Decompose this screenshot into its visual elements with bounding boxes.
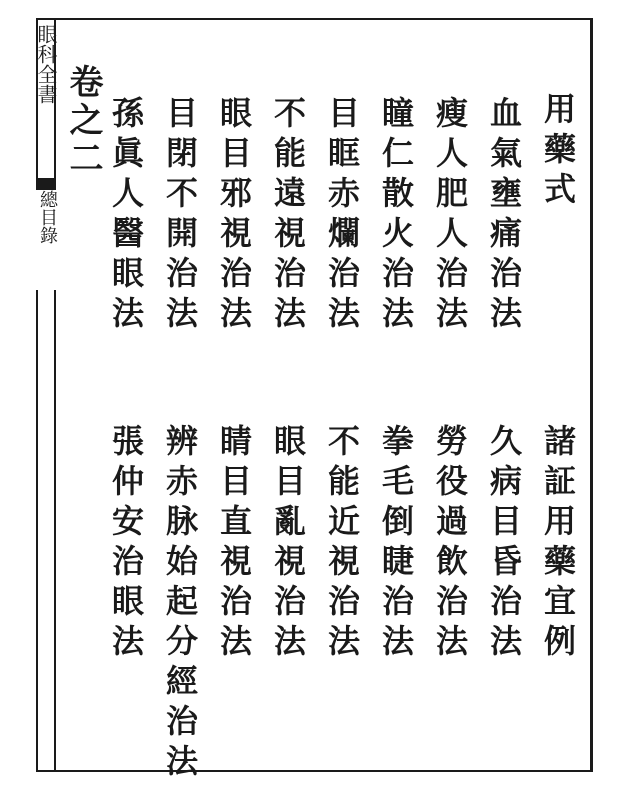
toc-entry: 張仲安治眼法 <box>107 424 145 664</box>
frame-left-outer-rule <box>36 18 38 772</box>
margin-book-title: 眼科全書 <box>34 24 58 104</box>
toc-entry: 用藥式 <box>539 92 577 212</box>
toc-entry: 瘦人肥人治法 <box>431 96 469 336</box>
toc-entry: 眼目邪視治法 <box>215 96 253 336</box>
toc-entry: 辨赤脉始起分經治法 <box>161 424 199 784</box>
toc-entry: 瞳仁散火治法 <box>377 96 415 336</box>
toc-entry: 勞役過飲治法 <box>431 424 469 664</box>
frame-left-inner-rule <box>54 18 56 772</box>
toc-entry: 血氣壅痛治法 <box>485 96 523 336</box>
toc-entry: 拳毛倒睫治法 <box>377 424 415 664</box>
toc-entry: 眼目亂視治法 <box>269 424 307 664</box>
toc-entry: 目閉不開治法 <box>161 96 199 336</box>
toc-entry: 目眶赤爛治法 <box>323 96 361 336</box>
toc-entry: 久病目昏治法 <box>485 424 523 664</box>
toc-entry: 諸証用藥宜例 <box>539 424 577 664</box>
frame-bottom-rule <box>36 770 592 772</box>
volume-heading: 卷之二 <box>63 64 103 178</box>
toc-entry: 睛目直視治法 <box>215 424 253 664</box>
toc-entry: 孫眞人醫眼法 <box>107 96 145 336</box>
toc-entry: 不能遠視治法 <box>269 96 307 336</box>
toc-entry: 不能近視治法 <box>323 424 361 664</box>
margin-section-label: 總目錄 <box>36 190 56 290</box>
frame-top-rule <box>36 18 592 20</box>
frame-right-rule <box>590 18 593 772</box>
